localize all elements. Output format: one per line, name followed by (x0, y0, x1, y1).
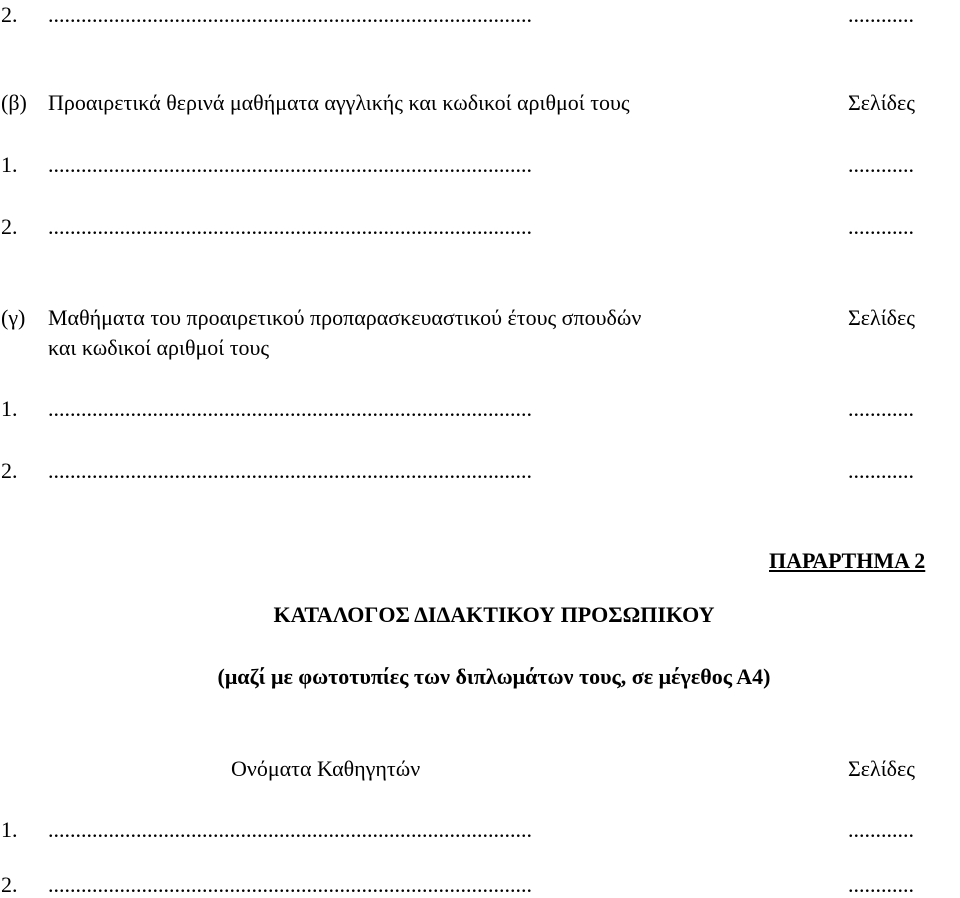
section-c-title-line1: Μαθήματα του προαιρετικού προπαρασκευαστικού έτους σπουδών (48, 305, 642, 330)
row-number: 2. (1, 458, 18, 483)
row-page-dots: ............ (848, 817, 914, 842)
section-b-pages-label: Σελίδες (848, 90, 915, 115)
row-number: 1. (1, 817, 18, 842)
row-page-dots: ............ (848, 214, 914, 239)
column-header-names: Ονόματα Καθηγητών (231, 756, 421, 781)
row-page-dots: ............ (848, 458, 914, 483)
row-number: 1. (1, 152, 18, 177)
row-dots: ........................................................................................ (48, 214, 532, 239)
section-c-pages-label: Σελίδες (848, 305, 915, 330)
row-dots: ........................................................................................ (48, 2, 532, 27)
row-page-dots: ............ (848, 872, 914, 897)
section-b-title: Προαιρετικά θερινά μαθήματα αγγλικής και κωδικοί αριθμοί τους (48, 90, 630, 115)
column-header-pages: Σελίδες (848, 756, 915, 781)
row-number: 2. (1, 2, 18, 27)
row-dots: ........................................................................................ (48, 872, 532, 897)
row-page-dots: ............ (848, 152, 914, 177)
appendix-subtitle: (μαζί με φωτοτυπίες των διπλωμάτων τους, σε μέγεθος Α4) (217, 664, 771, 689)
row-number: 2. (1, 872, 18, 897)
row-page-dots: ............ (848, 396, 914, 421)
section-c-marker: (γ) (1, 305, 26, 330)
appendix-title: ΚΑΤΑΛΟΓΟΣ ΔΙΔΑΚΤΙΚΟΥ ΠΡΟΣΩΠΙΚΟΥ (273, 602, 715, 627)
row-dots: ........................................................................................ (48, 458, 532, 483)
row-dots: ........................................................................................ (48, 396, 532, 421)
row-number: 2. (1, 214, 18, 239)
row-dots: ........................................................................................ (48, 817, 532, 842)
row-dots: ........................................................................................ (48, 152, 532, 177)
section-b-marker: (β) (1, 90, 27, 115)
row-number: 1. (1, 396, 18, 421)
section-c-title-line2: και κωδικοί αριθμοί τους (48, 335, 270, 360)
appendix-label: ΠΑΡΑΡΤΗΜΑ 2 (769, 548, 926, 573)
row-page-dots: ............ (848, 2, 914, 27)
